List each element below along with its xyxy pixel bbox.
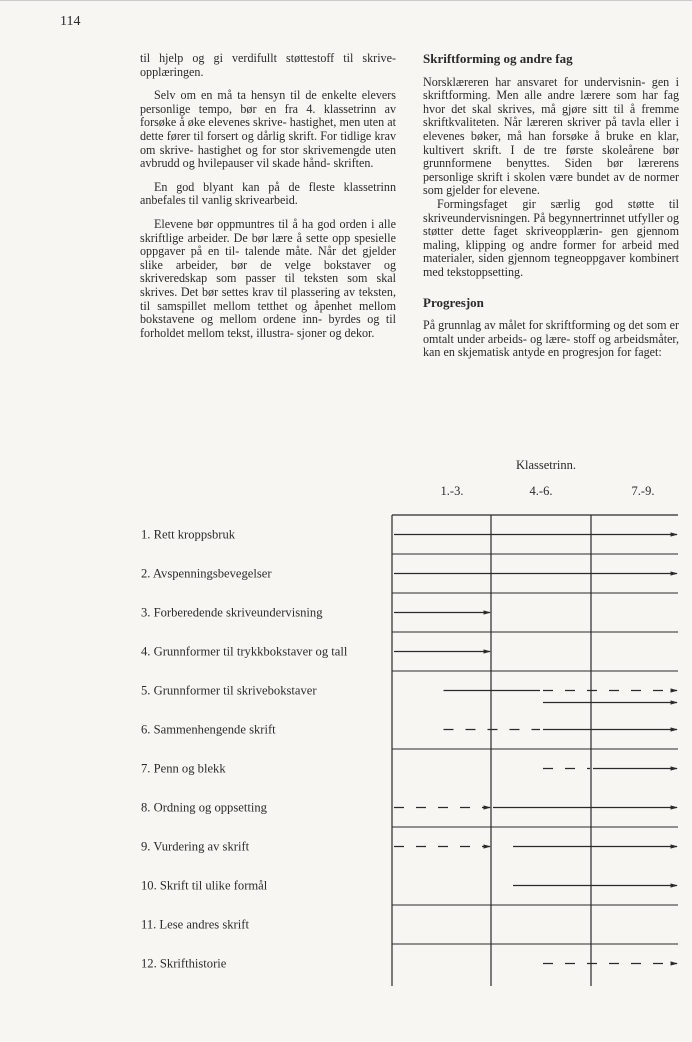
heading-progresjon: Progresjon — [423, 294, 484, 310]
chart-title: Klassetrinn. — [515, 458, 577, 472]
column-header: 7.-9. — [631, 484, 655, 498]
column-header: 4.-6. — [529, 484, 553, 498]
row-label: 2. Avspenningsbevegelser — [141, 566, 272, 581]
right-column — [423, 52, 679, 360]
row-label: 8. Ordning og oppsetting — [141, 800, 267, 815]
row-label: 11. Lese andres skrift — [141, 917, 249, 932]
row-label: 7. Penn og blekk — [141, 761, 226, 776]
row-label: 12. Skrifthistorie — [141, 956, 227, 971]
right-paragraph-1: Norsklæreren har ansvaret for undervisnin- gen i skriftforming. Men alle andre lærere som har fag hvor det skal skrives, må gjøre sitt til å fremme skriftkvaliteten. Når læreren skriver på tavla eller i elevenes bøker, må han forsøke å bruke en klar, kultivert skrift. I de tre første skoleårene bør grunnformene benyttes. Siden bør lærerens personlige skrift i skolen være bundet av de normer som gjelder for elevene. — [423, 74, 679, 198]
right-paragraph-3: På grunnlag av målet for skriftforming og det som er omtalt under arbeids- og lære- stoff og arbeidsmåter, kan en skjematisk antyde en progresjon for faget: — [423, 318, 679, 360]
column-header: 1.-3. — [440, 484, 464, 498]
left-column — [140, 52, 396, 350]
left-paragraph-2: Selv om en må ta hensyn til de enkelte elevers personlige tempo, bør en fra 4. klassetrinn av forsøke å øke elevenes skrive- hastighet, men uten at dette fører til forsert og dårlig skrift. For tidlige krav om skrive- hastighet og for stor skrivemengde uten avbrudd og hvilepauser vil skade hånd- skriften. — [140, 88, 396, 171]
left-paragraph-1: til hjelp og gi verdifullt støttestoff til skrive- opplæringen. — [140, 51, 396, 79]
row-label: 10. Skrift til ulike formål — [141, 878, 268, 893]
row-label: 9. Vurdering av skrift — [141, 839, 250, 854]
top-edge — [0, 0, 692, 1]
left-paragraph-3: En god blyant kan på de fleste klassetrinn anbefales til vanlig skrivearbeid. — [140, 179, 396, 208]
left-paragraph-4: Elevene bør oppmuntres til å ha god orden i alle skriftlige arbeider. De bør lære å sette opp spesielle oppgaver på en til- talende måte. Når det gjelder slike arbeider, bør de velge bokstaver og skriveredskap som passer til teksten som skal skrives. Det bør settes krav til plassering av teksten, til samspillet mellom tetthet og åpenhet mellom bokstavene og mellom ordene inn- byrdes og til forholdet mellom tekst, illustra- sjoner og dekor. — [140, 216, 396, 340]
page-number: 114 — [60, 14, 81, 29]
row-label: 4. Grunnformer til trykkbokstaver og tall — [141, 644, 348, 659]
row-label: 6. Sammenhengende skrift — [141, 722, 276, 737]
heading-skriftforming: Skriftforming og andre fag — [423, 51, 573, 66]
row-label: 3. Forberedende skriveundervisning — [141, 605, 323, 620]
progression-chart — [0, 440, 692, 1000]
right-paragraph-2: Formingsfaget gir særlig god støtte til skriveundervisningen. På begynnertrinnet utfyller og støtter dette faget skriveopplærin- gen gjennom maling, klipping og andre former for arbeid med materialer, siden gjennom tegneoppgaver kombinert med tekstoppsetting. — [423, 196, 679, 279]
row-label: 1. Rett kroppsbruk — [141, 527, 236, 542]
row-label: 5. Grunnformer til skrivebokstaver — [141, 683, 317, 698]
